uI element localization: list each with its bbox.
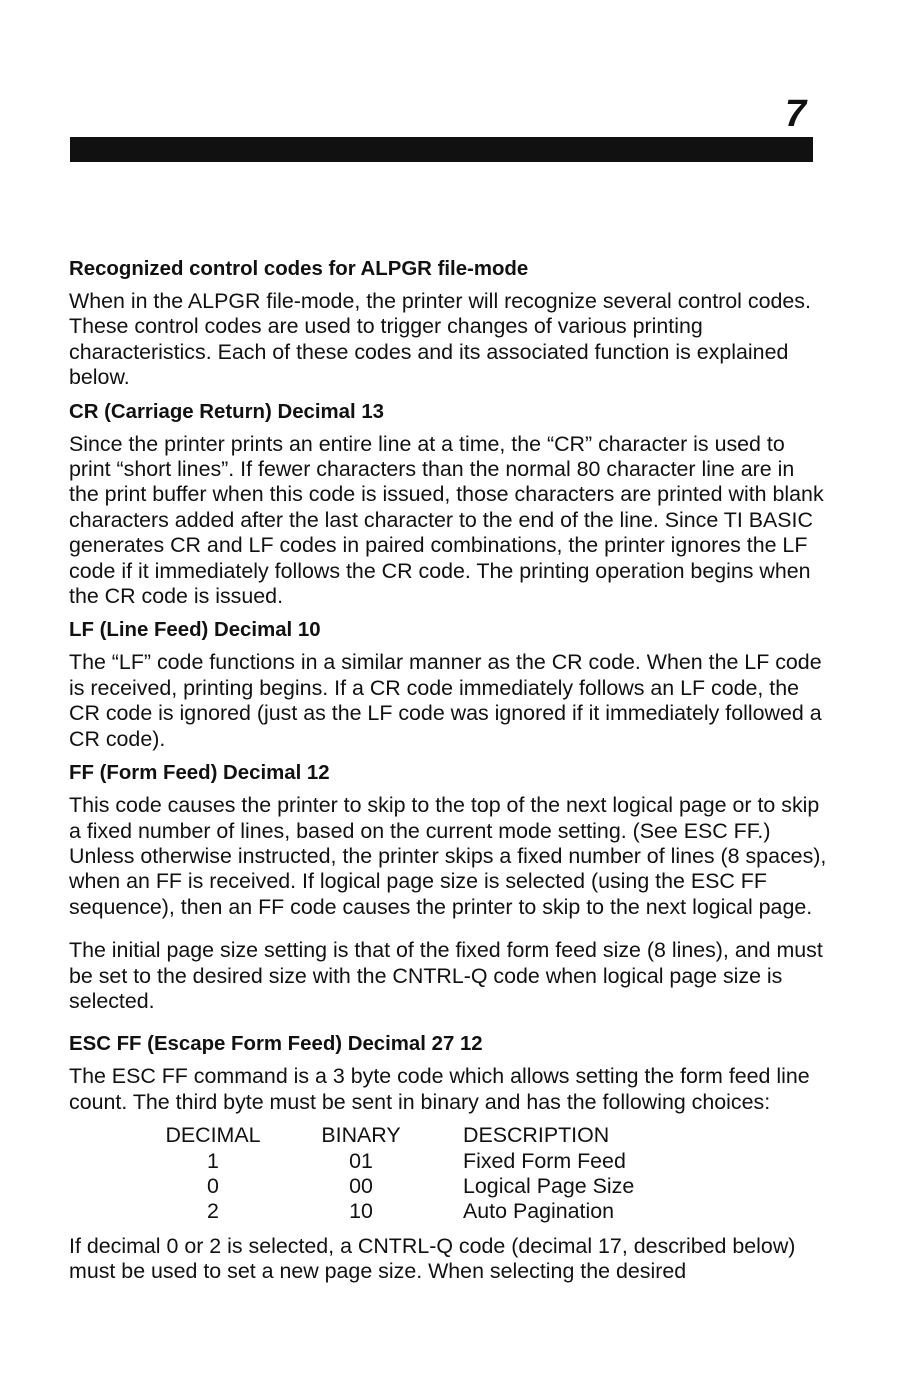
cell-decimal: 0	[207, 1173, 219, 1198]
paragraph: If decimal 0 or 2 is selected, a CNTRL-Q code (decimal 17, described below) must be used to set a new page size. When selecting the desired	[69, 1233, 796, 1284]
page-number: 7	[785, 93, 807, 135]
cell-decimal: 2	[207, 1199, 219, 1224]
cell-description: Fixed Form Feed	[463, 1148, 626, 1173]
table-row	[127, 1174, 634, 1199]
paragraph: When in the ALPGR file-mode, the printer will recognize several control codes. These control codes are used to trigger changes of various printing characteristics. Each of these codes and its associated function is explained below.	[69, 289, 811, 390]
section-heading: Recognized control codes for ALPGR file-mode	[69, 258, 529, 280]
column-header-decimal: DECIMAL	[165, 1123, 261, 1148]
header-bar	[70, 137, 813, 162]
column-header-binary: BINARY	[321, 1123, 401, 1148]
cell-description: Logical Page Size	[463, 1173, 635, 1198]
cell-binary: 00	[349, 1173, 373, 1198]
code-table	[127, 1123, 634, 1225]
cell-binary: 10	[349, 1199, 373, 1224]
paragraph: The initial page size setting is that of the fixed form feed size (8 lines), and must be set to the desired size with the CNTRL-Q code when logical page size is selected.	[69, 938, 823, 1013]
cell-binary: 01	[349, 1148, 373, 1173]
paragraph: This code causes the printer to skip to the top of the next logical page or to skip a fixed number of lines, based on the current mode setting. (See ESC FF.) Unless otherwise instructed, the printer skips a fixed number of lines (8 spaces), when an FF is received. If logical page size is selected (using the ESC FF sequence), then an FF code causes the printer to skip to the next logical page.	[69, 793, 827, 919]
table-row	[127, 1149, 634, 1174]
section-heading: ESC FF (Escape Form Feed) Decimal 27 12	[69, 1033, 483, 1056]
section-heading: CR (Carriage Return) Decimal 13	[69, 400, 385, 423]
section-heading: LF (Line Feed) Decimal 10	[69, 619, 321, 642]
cell-description: Auto Pagination	[463, 1199, 615, 1224]
cell-decimal: 1	[207, 1148, 219, 1173]
paragraph: Since the printer prints an entire line at a time, the “CR” character is used to print “short lines”. If fewer characters than the normal 80 character line are in the print buffer when this code is issued, those characters are printed with blank characters added after the last character to the end of the line. Since TI BASIC generates CR and LF codes in paired combinations, the printer ignores the LF code if it immediately follows the CR code. The printing operation begins when the CR code is issued.	[69, 431, 824, 609]
section-heading: FF (Form Feed) Decimal 12	[69, 762, 330, 785]
column-header-description: DESCRIPTION	[463, 1123, 610, 1148]
table-header-row	[127, 1123, 634, 1148]
document-body	[69, 257, 829, 1294]
paragraph: The “LF” code functions in a similar manner as the CR code. When the LF code is received, printing begins. If a CR code immediately follows an LF code, the CR code is ignored (just as the LF code was ignored if it immediately followed a CR code).	[69, 650, 822, 751]
table-row	[127, 1199, 634, 1224]
paragraph: The ESC FF command is a 3 byte code which allows setting the form feed line count. The third byte must be sent in binary and has the following choices:	[69, 1064, 810, 1114]
